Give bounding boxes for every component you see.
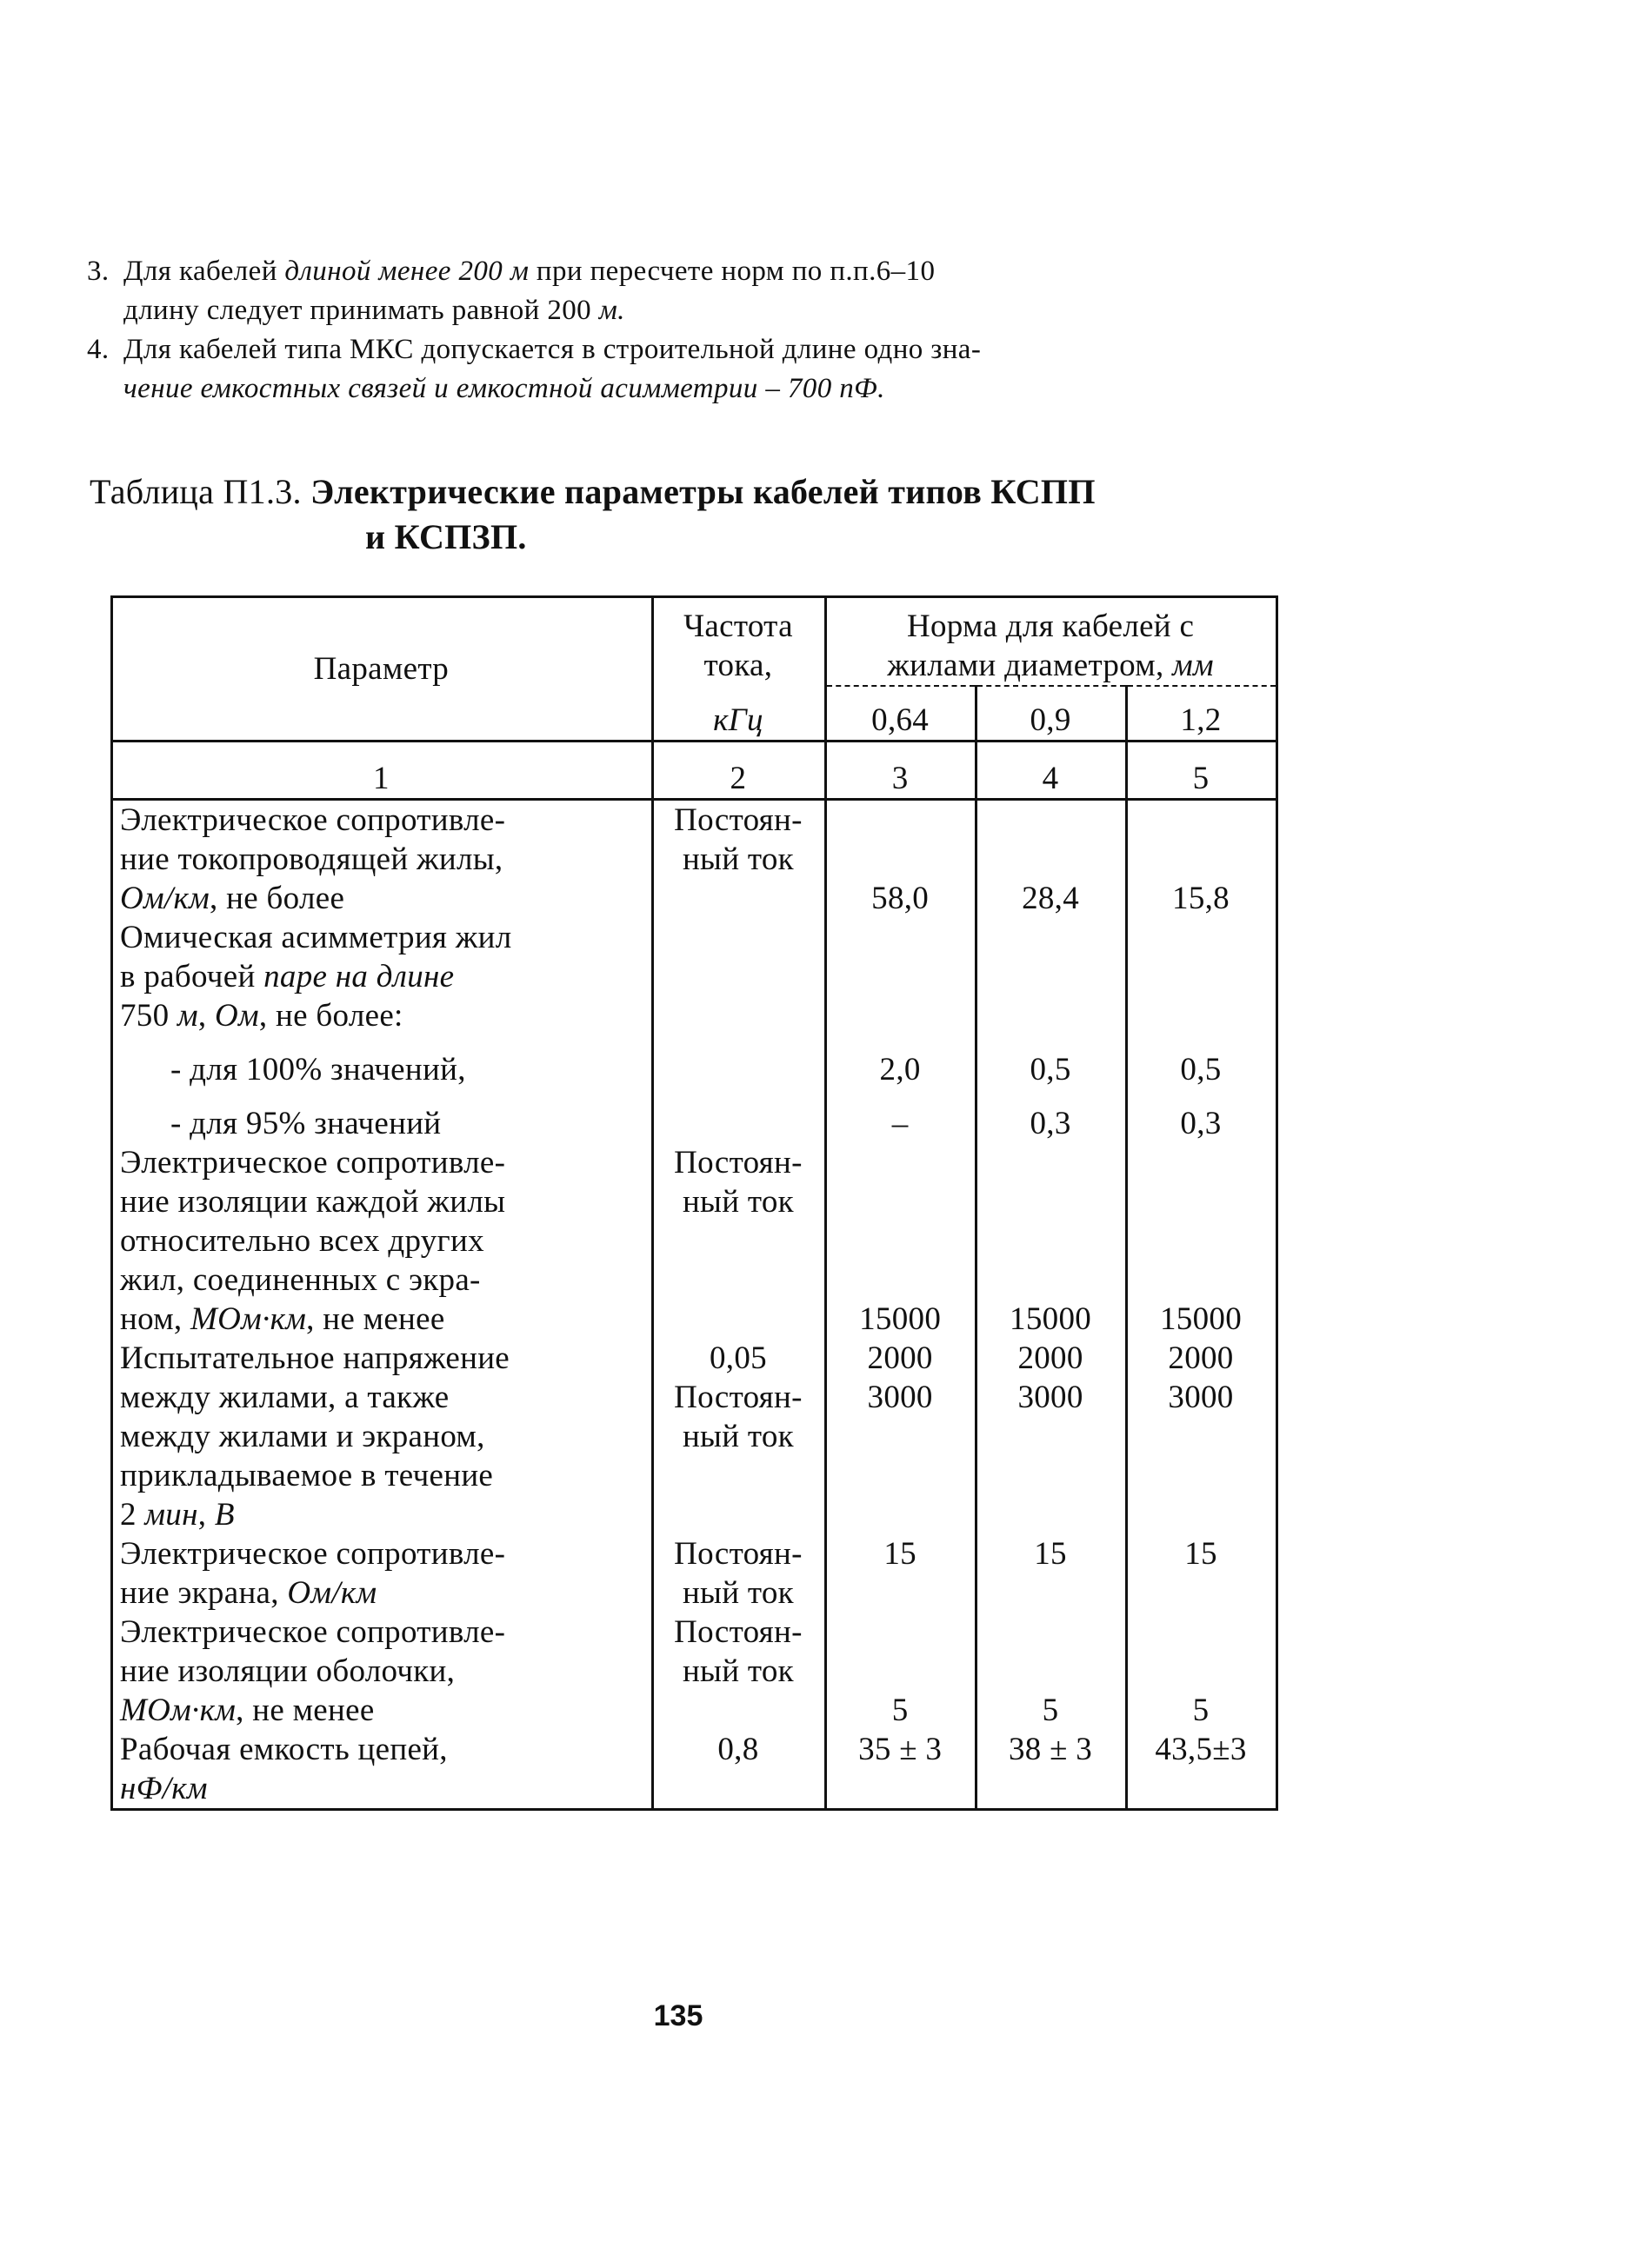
caption-title: Электрические параметры кабелей типов КСПП <box>310 472 1096 511</box>
value-cell: 15000 <box>976 1143 1127 1339</box>
value-cell: 0,3 <box>976 1089 1127 1143</box>
value-cell: 15 <box>1127 1534 1277 1613</box>
header-diameter-1-2: 1,2 <box>1127 686 1277 742</box>
column-number: 4 <box>976 742 1127 800</box>
header-norm: Норма для кабелей с жилами диаметром, мм <box>826 597 1277 687</box>
note-number: 4. <box>87 334 110 365</box>
frequency-cell: Постоян- ный ток <box>652 800 825 919</box>
table-row <box>112 800 1277 919</box>
param-cell: Рабочая емкость цепей, нФ/км <box>112 1730 653 1810</box>
note-3 <box>87 252 1287 330</box>
column-numbers-row <box>112 742 1277 800</box>
frequency-cell: Постоян- ный ток <box>652 1534 825 1613</box>
value-cell: 0,5 <box>976 1035 1127 1089</box>
value-cell: 0,3 <box>1127 1089 1277 1143</box>
frequency-cell: Постоян- ный ток <box>652 1143 825 1339</box>
parameters-table <box>110 595 1278 1811</box>
table-row <box>112 1613 1277 1730</box>
value-cell: 5 <box>826 1613 976 1730</box>
table-header-row <box>112 597 1277 687</box>
value-cell: 15000 <box>826 1143 976 1339</box>
table-row <box>112 1089 1277 1143</box>
header-frequency-unit: кГц <box>652 686 825 742</box>
footnotes <box>87 252 1287 409</box>
value-cell: 15 <box>976 1534 1127 1613</box>
table-caption <box>90 469 1096 560</box>
note-text: Для кабелей длиной менее 200 м при пересчете норм по п.п.6–10 длину следует принимать равной 200 м. <box>123 256 936 326</box>
header-diameter-0-9: 0,9 <box>976 686 1127 742</box>
column-number: 2 <box>652 742 825 800</box>
value-cell: 15000 <box>1127 1143 1277 1339</box>
column-number: 1 <box>112 742 653 800</box>
table-row <box>112 1534 1277 1613</box>
value-cell: 5 <box>976 1613 1127 1730</box>
value-cell: 38 ± 3 <box>976 1730 1127 1810</box>
param-cell: Испытательное напряжение между жилами, а также между жилами и экраном, прикладываемое в течение 2 мин, В <box>112 1339 653 1534</box>
frequency-cell: 0,8 <box>652 1730 825 1810</box>
frequency-cell: 0,05 Постоян- ный ток <box>652 1339 825 1534</box>
param-cell: Омическая асимметрия жил в рабочей паре на длине 750 м, Ом, не более: <box>112 918 653 1035</box>
value-cell: 28,4 <box>976 800 1127 919</box>
frequency-cell: Постоян- ный ток <box>652 1613 825 1730</box>
page-number: 135 <box>653 1999 703 2032</box>
value-cell: 35 ± 3 <box>826 1730 976 1810</box>
value-cell: 0,5 <box>1127 1035 1277 1089</box>
table-row <box>112 918 1277 1035</box>
param-cell: Электрическое сопротивле- ние экрана, Ом/км <box>112 1534 653 1613</box>
table-row <box>112 1730 1277 1810</box>
header-param: Параметр <box>112 597 653 742</box>
param-cell: - для 100% значений, <box>112 1035 653 1089</box>
value-cell: 2000 3000 <box>826 1339 976 1534</box>
value-cell: 15 <box>826 1534 976 1613</box>
column-number: 5 <box>1127 742 1277 800</box>
value-cell: 2,0 <box>826 1035 976 1089</box>
value-cell: 5 <box>1127 1613 1277 1730</box>
param-cell: Электрическое сопротивле- ние изоляции оболочки, МОм·км, не менее <box>112 1613 653 1730</box>
value-cell: 2000 3000 <box>976 1339 1127 1534</box>
table-row <box>112 1035 1277 1089</box>
caption-line-2: и КСПЗП. <box>365 517 527 556</box>
header-frequency: Частота тока, <box>652 597 825 687</box>
column-number: 3 <box>826 742 976 800</box>
param-cell: - для 95% значений <box>112 1089 653 1143</box>
value-cell: 58,0 <box>826 800 976 919</box>
note-number: 3. <box>87 256 110 287</box>
value-cell: 2000 3000 <box>1127 1339 1277 1534</box>
param-cell: Электрическое сопротивле- ние токопроводящей жилы, Ом/км, не более <box>112 800 653 919</box>
param-cell: Электрическое сопротивле- ние изоляции каждой жилы относительно всех других жил, соединенных с экра- ном, МОм·км, не менее <box>112 1143 653 1339</box>
caption-line-1 <box>90 469 1096 515</box>
value-cell: 43,5±3 <box>1127 1730 1277 1810</box>
header-diameter-0-64: 0,64 <box>826 686 976 742</box>
table-row <box>112 1143 1277 1339</box>
value-cell: 15,8 <box>1127 800 1277 919</box>
note-4 <box>87 330 1287 409</box>
caption-prefix: Таблица П1.3. <box>90 472 311 511</box>
value-cell: – <box>826 1089 976 1143</box>
note-text: Для кабелей типа МКС допускается в строительной длине одно зна- чение емкостных связей и емкостной асимметрии – 700 пФ. <box>123 334 982 404</box>
table-row <box>112 1339 1277 1534</box>
